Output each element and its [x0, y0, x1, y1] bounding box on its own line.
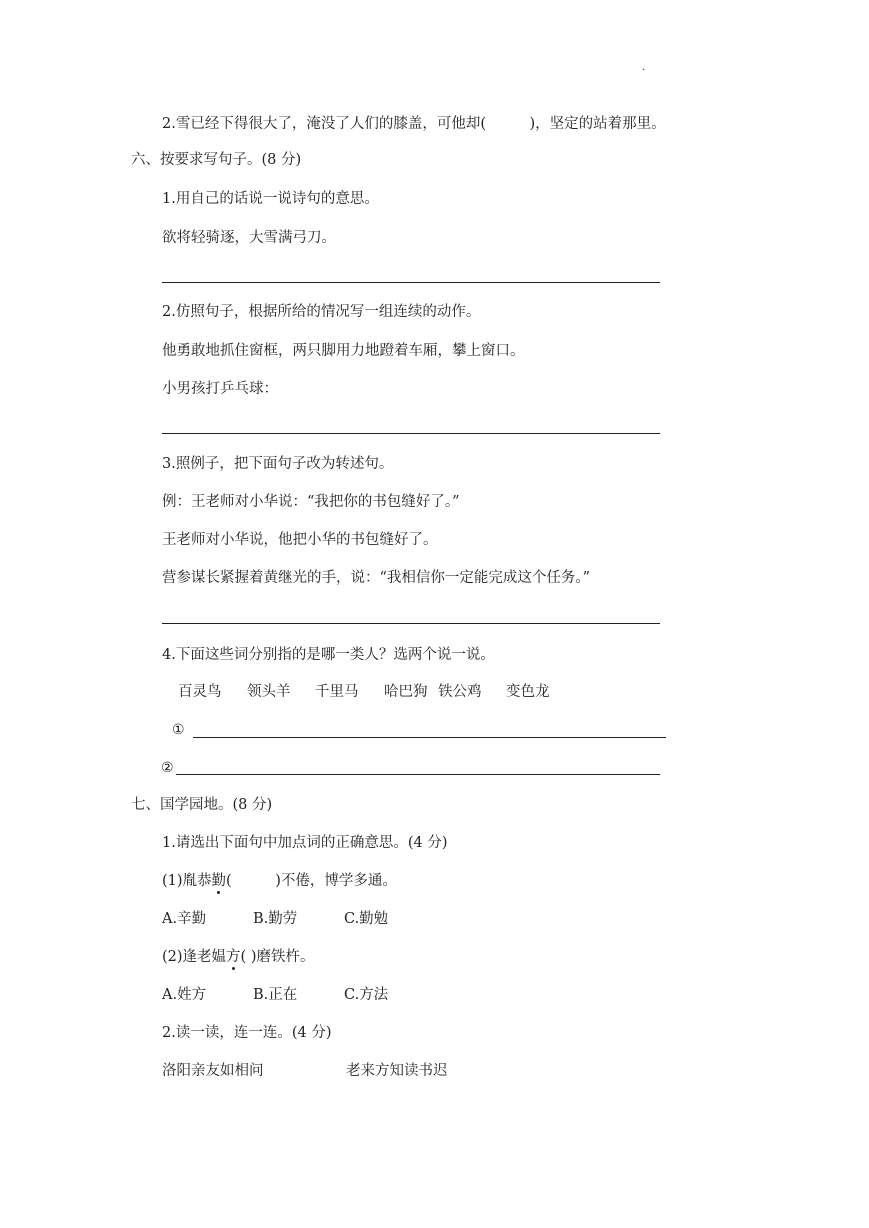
- s6-q1-prompt: 1.用自己的话说一说诗句的意思。: [162, 191, 379, 207]
- header-mark: ·: [642, 65, 646, 76]
- s7-q2-prompt: 2.读一读，连一连。(4 分): [162, 1025, 332, 1041]
- answer-line-s6-q4-1[interactable]: [193, 737, 666, 738]
- s7-q1b-pre: (2)逢老媪: [162, 949, 227, 965]
- word-item: 领头羊: [247, 684, 291, 700]
- s7-q1a-post: ( )不倦，博学多通。: [226, 873, 397, 889]
- circled-number-1: ①: [172, 722, 185, 738]
- answer-line-s6-q4-2[interactable]: [176, 774, 660, 775]
- word-item: 百灵鸟: [178, 684, 222, 700]
- s6-q3-prompt: 3.照例子，把下面句子改为转述句。: [162, 456, 394, 472]
- section-7-title: 七、国学园地。(8 分): [131, 797, 273, 813]
- circled-number-2: ②: [161, 760, 174, 776]
- answer-line-s6-q1[interactable]: [162, 282, 660, 283]
- s7-q1-prompt: 1.请选出下面句中加点词的正确意思。(4 分): [162, 835, 448, 851]
- option-a[interactable]: A.姓方: [162, 987, 207, 1003]
- q5-item-2: 2.雪已经下得很大了，淹没了人们的膝盖，可他却( )，坚定的站着那里。: [162, 116, 666, 132]
- word-item: 铁公鸡: [438, 684, 482, 700]
- option-b[interactable]: B.正在: [253, 987, 298, 1003]
- option-c[interactable]: C.方法: [344, 987, 389, 1003]
- dotted-word: 勤: [211, 873, 227, 889]
- section-6-title: 六、按要求写句子。(8 分): [131, 152, 302, 168]
- s7-q1a-pre: (1)胤恭: [162, 873, 212, 889]
- s7-q1a-sentence: [162, 874, 397, 889]
- word-item: 变色龙: [506, 684, 550, 700]
- s6-q3-example-answer: 王老师对小华说，他把小华的书包缝好了。: [162, 532, 438, 548]
- s6-q2-example: 他勇敢地抓住窗框，两只脚用力地蹬着车厢，攀上窗口。: [162, 343, 525, 359]
- s6-q2-prompt: 2.仿照句子，根据所给的情况写一组连续的动作。: [162, 304, 481, 320]
- option-b[interactable]: B.勤劳: [253, 911, 298, 927]
- match-left-item[interactable]: 洛阳亲友如相问: [162, 1063, 264, 1079]
- s7-q1b-sentence: [162, 950, 314, 965]
- s6-q3-task: 营参谋长紧握着黄继光的手，说：“我相信你一定能完成这个任务。”: [162, 570, 591, 586]
- dotted-word: 方: [226, 949, 241, 965]
- s7-q1b-post: ( )磨铁杵。: [240, 949, 315, 965]
- word-item: 千里马: [315, 684, 359, 700]
- s6-q1-poem: 欲将轻骑逐，大雪满弓刀。: [162, 230, 336, 246]
- answer-line-s6-q3[interactable]: [162, 623, 660, 624]
- word-item: 哈巴狗: [384, 684, 428, 700]
- option-c[interactable]: C.勤勉: [344, 911, 389, 927]
- s6-q4-prompt: 4.下面这些词分别指的是哪一类人？选两个说一说。: [162, 647, 495, 663]
- option-a[interactable]: A.辛勤: [162, 911, 207, 927]
- answer-line-s6-q2[interactable]: [162, 433, 660, 434]
- match-right-item[interactable]: 老来方知读书迟: [346, 1063, 448, 1079]
- s6-q3-example: 例：王老师对小华说：“我把你的书包缝好了。”: [162, 494, 460, 510]
- s6-q2-task: 小男孩打乒乓球：: [162, 381, 278, 397]
